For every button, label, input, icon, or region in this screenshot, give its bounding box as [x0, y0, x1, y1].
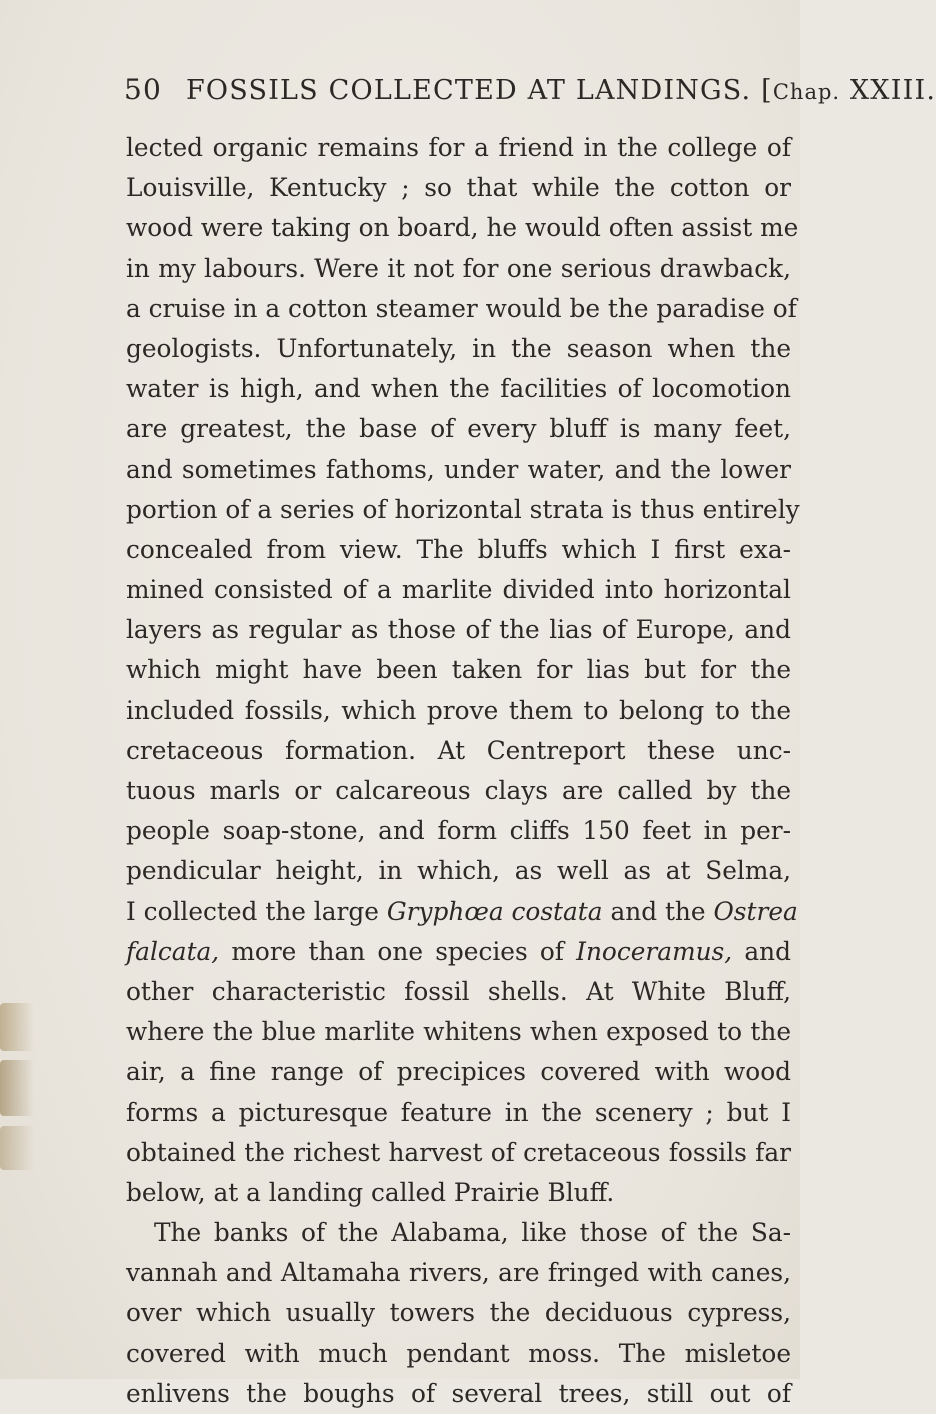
text-line: and sometimes fathoms, under water, and the lower	[126, 454, 791, 484]
page-edge-stain	[0, 1126, 34, 1170]
page-edge-stain	[0, 1060, 34, 1116]
text-line: Louisville, Kentucky ; so that while the cotton or	[126, 173, 791, 203]
text-line: included fossils, which prove them to belong to the	[126, 695, 791, 725]
text-line: in my labours. Were it not for one serious drawback,	[126, 253, 791, 283]
genus-name: Ostrea	[713, 896, 798, 926]
page-edge-stain	[0, 1003, 34, 1051]
paragraph-start-line: The banks of the Alabama, like those of the Sa-	[154, 1218, 791, 1248]
chapter-abbreviation: Chap.	[772, 80, 841, 104]
page-number: 50	[124, 73, 163, 106]
text-line: are greatest, the base of every bluff is many feet,	[126, 414, 791, 444]
text-line: cretaceous formation. At Centreport these unc-	[126, 735, 791, 765]
text-line: enlivens the boughs of several trees, still out of	[126, 1378, 791, 1408]
text-line: over which usually towers the deciduous cypress,	[126, 1298, 791, 1328]
species-name: Gryphœa costata	[386, 896, 603, 926]
paragraph-end-line: below, at a landing called Prairie Bluff.	[126, 1177, 615, 1207]
text-line: people soap-stone, and form cliffs 150 feet in per-	[126, 816, 791, 846]
text-line: forms a picturesque feature in the scenery ; but I	[126, 1097, 791, 1127]
text-line: vannah and Altamaha rivers, are fringed with canes,	[126, 1258, 791, 1288]
text-line: concealed from view. The bluffs which I first exa-	[126, 534, 791, 564]
running-header	[124, 73, 936, 113]
text-line: where the blue marlite whitens when exposed to the	[126, 1017, 791, 1047]
text-line: obtained the richest harvest of cretaceous fossils far	[126, 1137, 791, 1167]
text-line: covered with much pendant moss. The misletoe	[126, 1338, 791, 1368]
text-line: mined consisted of a marlite divided into horizontal	[126, 575, 791, 605]
text-line-with-italics	[126, 932, 791, 972]
chapter-bracket: [	[761, 75, 773, 106]
text-line: other characteristic fossil shells. At White Bluff,	[126, 976, 791, 1006]
text-line: geologists. Unfortunately, in the season when the	[126, 333, 791, 363]
text-line: wood were taking on board, he would often assist me	[126, 213, 799, 243]
species-name: falcata,	[126, 936, 220, 966]
text-run: more than one species of	[219, 936, 577, 966]
text-line-with-italics	[126, 892, 798, 932]
text-line: a cruise in a cotton steamer would be the paradise of	[126, 293, 797, 323]
text-line: portion of a series of horizontal strata is thus entirely	[126, 494, 800, 524]
text-line: air, a fine range of precipices covered with wood	[126, 1057, 791, 1087]
text-line: lected organic remains for a friend in the college of	[126, 133, 791, 162]
text-run: and	[732, 936, 791, 966]
text-line: which might have been taken for lias but for the	[126, 655, 791, 685]
text-line: layers as regular as those of the lias of Europe, and	[126, 615, 791, 645]
genus-name: Inoceramus,	[576, 936, 733, 966]
running-title: FOSSILS COLLECTED AT LANDINGS.	[186, 75, 752, 106]
text-line: tuous marls or calcareous clays are called by the	[126, 776, 791, 805]
text-run: and the	[602, 896, 714, 926]
text-run: I collected the large	[126, 896, 387, 926]
text-line: pendicular height, in which, as well as at Selma,	[126, 856, 791, 886]
text-line: water is high, and when the facilities of locomotion	[126, 374, 791, 404]
chapter-number: XXIII.	[849, 75, 936, 106]
body-text	[126, 128, 800, 1414]
